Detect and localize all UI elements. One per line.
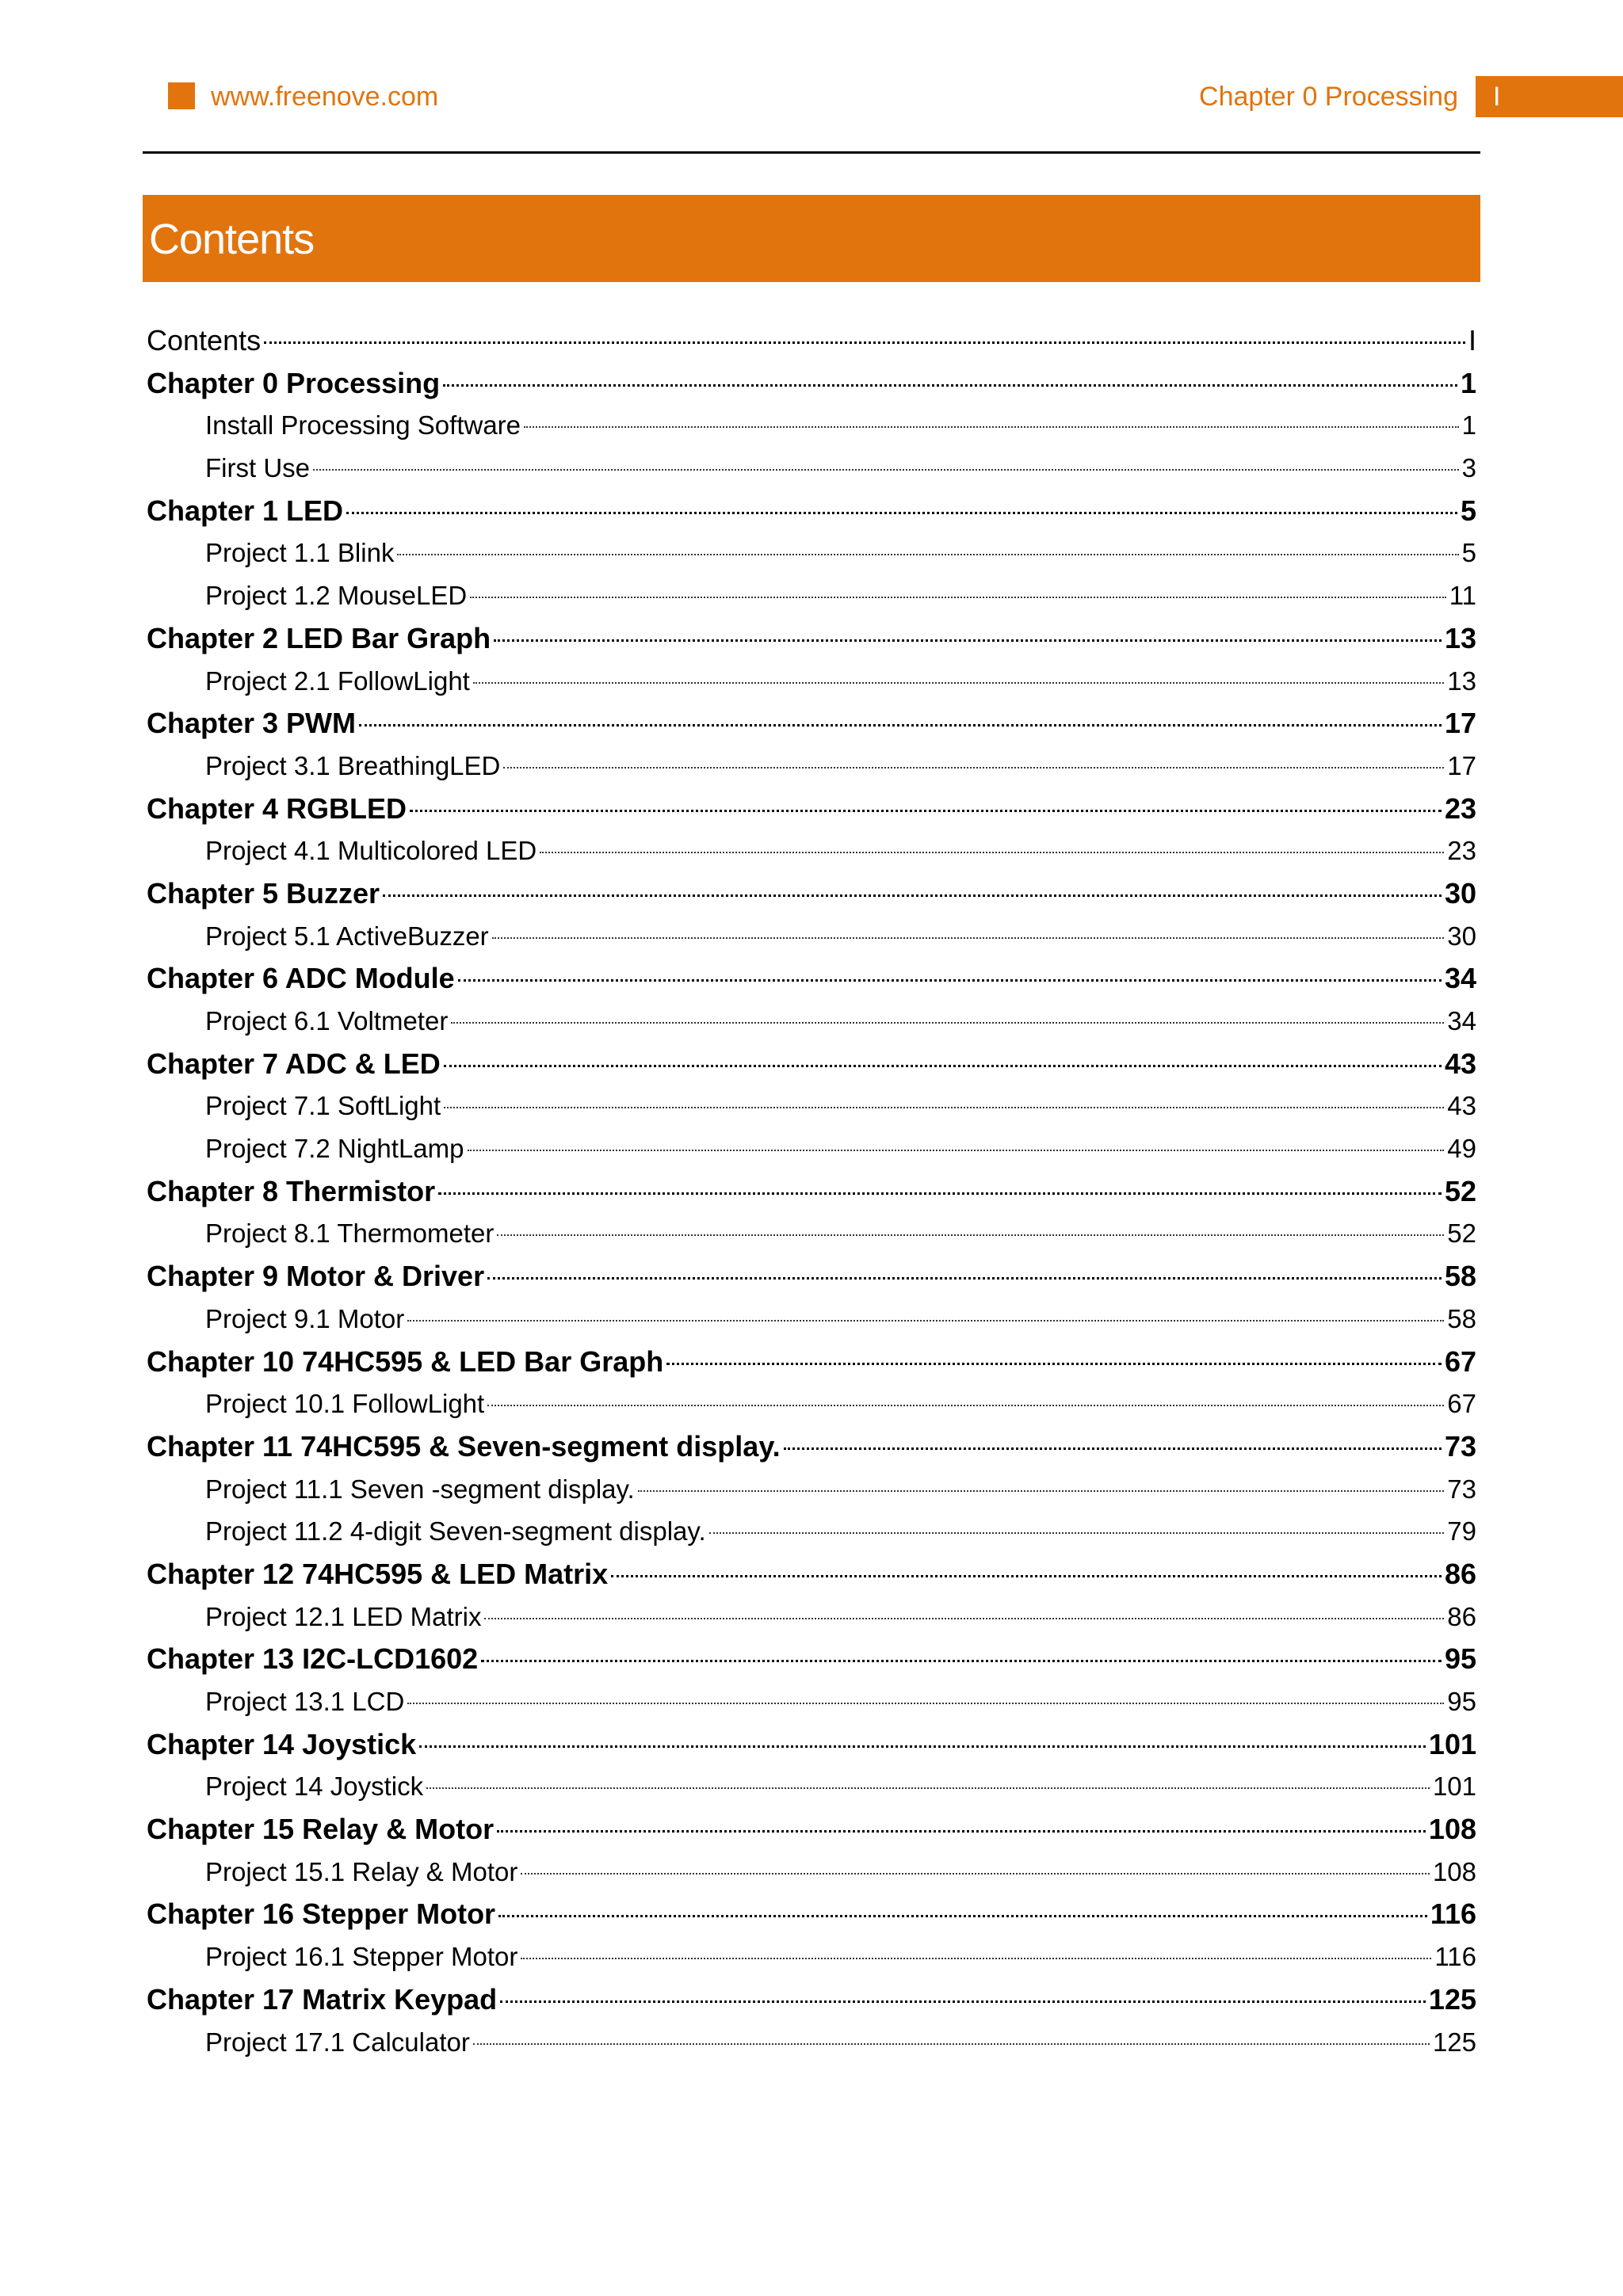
toc-entry-page: 95	[1444, 1642, 1476, 1676]
toc-chapter-entry[interactable]	[147, 1723, 1476, 1766]
toc-section-entry[interactable]	[147, 1851, 1476, 1894]
brand-square-icon	[168, 82, 195, 109]
toc-dot-leader	[503, 767, 1444, 769]
toc-entry-page: 108	[1428, 1813, 1476, 1846]
toc-chapter-entry[interactable]	[147, 1978, 1476, 2021]
toc-dot-leader	[444, 1065, 1442, 1067]
toc-entry-page: I	[1468, 324, 1476, 357]
toc-dot-leader	[359, 724, 1442, 727]
toc-chapter-entry[interactable]	[147, 1553, 1476, 1596]
toc-chapter-entry[interactable]	[147, 957, 1476, 1000]
header-chapter-title: Chapter 0 Processing	[1199, 82, 1458, 112]
toc-entry-title: Chapter 7 ADC & LED	[147, 1047, 441, 1080]
toc-entry-page: 17	[1447, 750, 1476, 780]
toc-dot-leader	[500, 2000, 1426, 2003]
toc-dot-leader	[444, 1107, 1444, 1108]
toc-section-entry[interactable]	[147, 1510, 1476, 1553]
toc-entry-title: Chapter 6 ADC Module	[147, 962, 455, 995]
toc-section-entry[interactable]	[147, 1000, 1476, 1043]
toc-dot-leader	[426, 1787, 1430, 1789]
toc-entry-title: Project 12.1 LED Matrix	[205, 1601, 482, 1631]
toc-entry-title: Chapter 9 Motor & Driver	[147, 1260, 485, 1293]
toc-dot-leader	[709, 1532, 1445, 1534]
toc-entry-title: Project 1.1 Blink	[205, 538, 395, 568]
toc-section-entry[interactable]	[147, 1298, 1476, 1341]
toc-dot-leader	[468, 1150, 1445, 1151]
toc-entry-page: 43	[1444, 1047, 1476, 1080]
toc-dot-leader	[443, 384, 1457, 387]
toc-entry-title: Chapter 2 LED Bar Graph	[147, 621, 491, 654]
toc-entry-page: 43	[1447, 1091, 1476, 1121]
toc-entry-title: Project 6.1 Voltmeter	[205, 1006, 449, 1035]
toc-dot-leader	[451, 1022, 1444, 1024]
toc-entry-page: 52	[1447, 1219, 1476, 1249]
toc-dot-leader	[313, 469, 1459, 471]
toc-chapter-entry[interactable]	[147, 319, 1476, 362]
toc-chapter-entry[interactable]	[147, 1808, 1476, 1851]
page-number: I	[1493, 82, 1501, 112]
toc-dot-leader	[407, 1320, 1444, 1322]
toc-dot-leader	[383, 894, 1442, 897]
toc-dot-leader	[346, 512, 1457, 514]
toc-section-entry[interactable]	[147, 1936, 1476, 1978]
toc-section-entry[interactable]	[147, 1383, 1476, 1425]
toc-section-entry[interactable]	[147, 404, 1476, 447]
toc-entry-page: 5	[1461, 538, 1476, 568]
toc-dot-leader	[407, 1703, 1444, 1704]
toc-entry-title: Chapter 10 74HC595 & LED Bar Graph	[147, 1344, 664, 1378]
toc-entry-title: Install Processing Software	[205, 410, 521, 441]
toc-entry-page: 34	[1444, 962, 1476, 995]
toc-entry-page: 5	[1460, 494, 1476, 527]
toc-entry-title: Project 17.1 Calculator	[205, 2027, 470, 2057]
toc-chapter-entry[interactable]	[147, 1893, 1476, 1936]
toc-entry-title: Project 16.1 Stepper Motor	[205, 1942, 518, 1972]
toc-dot-leader	[492, 937, 1445, 939]
toc-section-entry[interactable]	[147, 1680, 1476, 1723]
toc-entry-title: Project 7.2 NightLamp	[205, 1134, 464, 1164]
toc-dot-leader	[487, 1405, 1444, 1406]
toc-entry-title: Chapter 1 LED	[147, 494, 344, 527]
toc-entry-page: 67	[1444, 1344, 1476, 1378]
toc-section-entry[interactable]	[147, 574, 1476, 617]
toc-section-entry[interactable]	[147, 447, 1476, 490]
toc-entry-page: 34	[1447, 1006, 1476, 1035]
toc-dot-leader	[784, 1447, 1442, 1450]
toc-chapter-entry[interactable]	[147, 617, 1476, 660]
toc-dot-leader	[473, 682, 1444, 684]
toc-section-entry[interactable]	[147, 1212, 1476, 1255]
toc-entry-title: Project 9.1 Motor	[205, 1303, 405, 1333]
toc-entry-page: 86	[1447, 1601, 1476, 1631]
toc-entry-page: 11	[1449, 581, 1476, 611]
toc-chapter-entry[interactable]	[147, 1170, 1476, 1213]
toc-entry-page: 73	[1444, 1429, 1476, 1463]
toc-entry-title: Chapter 12 74HC595 & LED Matrix	[147, 1557, 609, 1590]
contents-banner	[143, 195, 1480, 282]
toc-entry-page: 13	[1447, 666, 1476, 696]
toc-section-entry[interactable]	[147, 2021, 1476, 2064]
toc-section-entry[interactable]	[147, 660, 1476, 703]
page-header	[0, 0, 1623, 158]
toc-dot-leader	[484, 1618, 1444, 1619]
toc-entry-title: Chapter 15 Relay & Motor	[147, 1813, 495, 1846]
toc-entry-page: 13	[1444, 621, 1476, 654]
toc-dot-leader	[487, 1277, 1442, 1280]
toc-section-entry[interactable]	[147, 1765, 1476, 1808]
toc-entry-title: Chapter 14 Joystick	[147, 1727, 417, 1760]
page-title: Contents	[149, 215, 315, 263]
toc-entry-page: 101	[1432, 1772, 1476, 1802]
toc-entry-title: Project 3.1 BreathingLED	[205, 750, 501, 780]
toc-section-entry[interactable]	[147, 745, 1476, 788]
toc-entry-page: 67	[1447, 1389, 1476, 1419]
toc-entry-title: Chapter 13 I2C-LCD1602	[147, 1642, 479, 1676]
toc-entry-page: 108	[1432, 1856, 1476, 1886]
toc-entry-title: Chapter 8 Thermistor	[147, 1174, 436, 1207]
toc-entry-title: Project 8.1 Thermometer	[205, 1219, 495, 1249]
toc-entry-page: 30	[1444, 876, 1476, 910]
toc-entry-page: 49	[1447, 1134, 1476, 1164]
header-divider	[143, 151, 1480, 154]
toc-entry-page: 17	[1444, 707, 1476, 740]
toc-entry-title: Project 1.2 MouseLED	[205, 581, 468, 611]
toc-dot-leader	[470, 597, 1446, 598]
page-number-tab	[1476, 76, 1623, 117]
toc-chapter-entry[interactable]	[147, 1255, 1476, 1298]
toc-section-entry[interactable]	[147, 1085, 1476, 1127]
toc-chapter-entry[interactable]	[147, 1425, 1476, 1468]
toc-entry-title: Contents	[147, 324, 262, 357]
toc-entry-title: Chapter 4 RGBLED	[147, 791, 407, 825]
toc-dot-leader	[497, 1830, 1426, 1833]
toc-entry-title: Chapter 5 Buzzer	[147, 876, 380, 910]
toc-entry-page: 1	[1461, 410, 1476, 441]
toc-dot-leader	[521, 1873, 1430, 1875]
table-of-contents	[147, 319, 1476, 2063]
toc-dot-leader	[438, 1192, 1442, 1195]
toc-entry-page: 125	[1428, 1982, 1476, 2016]
toc-entry-title: Project 4.1 Multicolored LED	[205, 836, 537, 866]
toc-entry-page: 101	[1428, 1727, 1476, 1760]
toc-dot-leader	[397, 554, 1458, 555]
toc-dot-leader	[458, 979, 1442, 982]
toc-entry-title: Chapter 11 74HC595 & Seven-segment display.	[147, 1429, 781, 1463]
toc-dot-leader	[497, 1234, 1444, 1236]
toc-dot-leader	[611, 1575, 1442, 1577]
toc-section-entry[interactable]	[147, 915, 1476, 958]
toc-entry-page: 79	[1447, 1516, 1476, 1547]
toc-entry-title: Chapter 0 Processing	[147, 366, 441, 399]
toc-section-entry[interactable]	[147, 1468, 1476, 1511]
website-link[interactable]: www.freenove.com	[211, 82, 439, 112]
toc-dot-leader	[638, 1490, 1445, 1492]
toc-dot-leader	[264, 341, 1465, 344]
toc-section-entry[interactable]	[147, 830, 1476, 872]
toc-dot-leader	[410, 810, 1442, 812]
toc-section-entry[interactable]	[147, 532, 1476, 574]
toc-dot-leader	[419, 1745, 1426, 1748]
toc-entry-page: 23	[1447, 836, 1476, 866]
toc-entry-title: First Use	[205, 453, 310, 483]
toc-entry-page: 86	[1444, 1557, 1476, 1590]
toc-entry-title: Project 13.1 LCD	[205, 1687, 405, 1716]
toc-entry-title: Project 11.2 4-digit Seven-segment display.	[205, 1516, 706, 1547]
toc-section-entry[interactable]	[147, 1596, 1476, 1638]
toc-entry-page: 58	[1444, 1260, 1476, 1293]
toc-entry-page: 30	[1447, 921, 1476, 951]
toc-chapter-entry[interactable]	[147, 702, 1476, 745]
toc-chapter-entry[interactable]	[147, 1638, 1476, 1680]
toc-entry-title: Project 15.1 Relay & Motor	[205, 1856, 518, 1886]
toc-entry-page: 116	[1434, 1942, 1476, 1972]
toc-dot-leader	[498, 1915, 1427, 1917]
toc-entry-page: 95	[1447, 1687, 1476, 1716]
toc-dot-leader	[540, 852, 1444, 853]
toc-dot-leader	[494, 639, 1442, 642]
toc-entry-title: Chapter 3 PWM	[147, 707, 357, 740]
toc-dot-leader	[481, 1660, 1442, 1662]
toc-chapter-entry[interactable]	[147, 872, 1476, 915]
toc-chapter-entry[interactable]	[147, 788, 1476, 830]
toc-dot-leader	[666, 1363, 1442, 1365]
toc-entry-page: 58	[1447, 1303, 1476, 1333]
toc-entry-page: 1	[1460, 366, 1476, 399]
toc-dot-leader	[521, 1958, 1431, 1959]
toc-entry-title: Project 14 Joystick	[205, 1772, 424, 1802]
toc-chapter-entry[interactable]	[147, 362, 1476, 405]
toc-chapter-entry[interactable]	[147, 1043, 1476, 1085]
toc-entry-page: 125	[1432, 2027, 1476, 2057]
toc-dot-leader	[473, 2043, 1430, 2045]
toc-entry-title: Project 10.1 FollowLight	[205, 1389, 485, 1419]
toc-section-entry[interactable]	[147, 1127, 1476, 1170]
toc-entry-title: Chapter 16 Stepper Motor	[147, 1897, 496, 1931]
toc-entry-page: 52	[1444, 1174, 1476, 1207]
toc-entry-title: Project 11.1 Seven -segment display.	[205, 1474, 635, 1504]
toc-entry-page: 116	[1430, 1897, 1476, 1931]
toc-chapter-entry[interactable]	[147, 490, 1476, 532]
toc-chapter-entry[interactable]	[147, 1341, 1476, 1383]
toc-entry-title: Project 7.1 SoftLight	[205, 1091, 441, 1121]
toc-entry-page: 3	[1461, 453, 1476, 483]
toc-entry-title: Chapter 17 Matrix Keypad	[147, 1982, 498, 2016]
toc-entry-title: Project 5.1 ActiveBuzzer	[205, 921, 489, 951]
toc-entry-page: 73	[1447, 1474, 1476, 1504]
toc-entry-page: 23	[1444, 791, 1476, 825]
toc-entry-title: Project 2.1 FollowLight	[205, 666, 470, 696]
toc-dot-leader	[524, 426, 1459, 428]
